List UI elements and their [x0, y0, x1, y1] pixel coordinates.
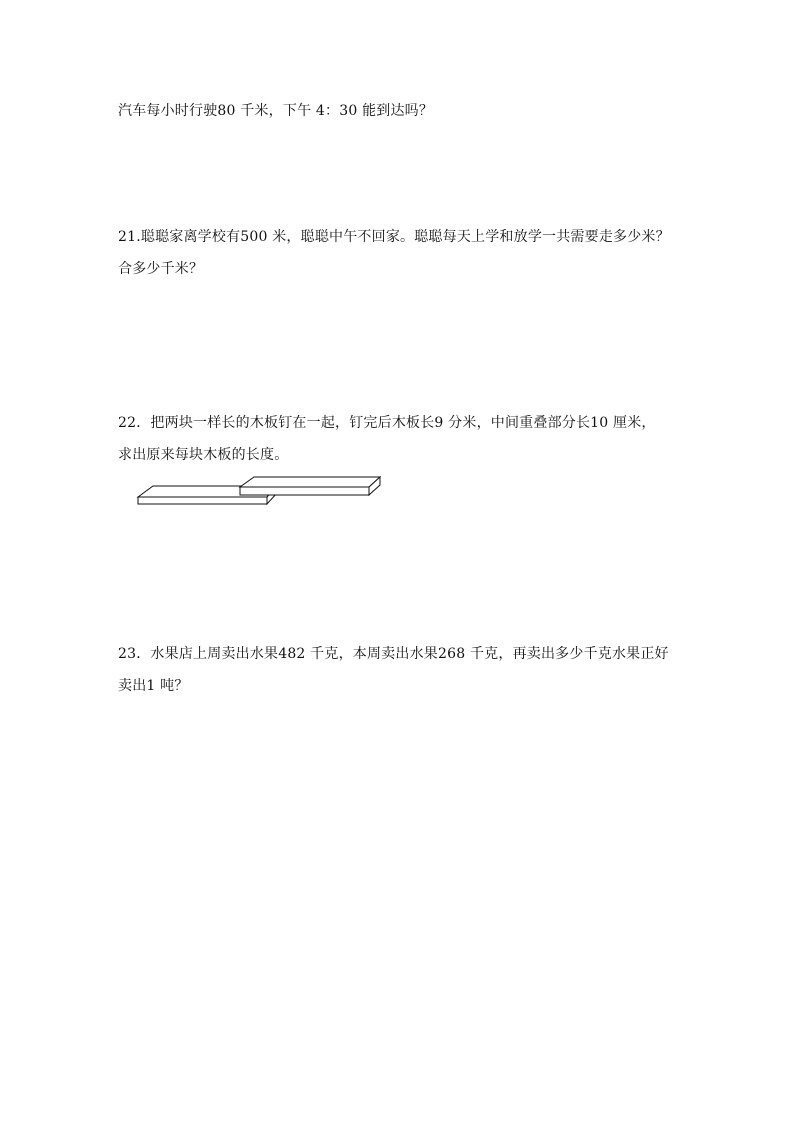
question-21-text-line-2: 合多少千米？: [118, 261, 204, 277]
question-22-text-line-2: 求出原来每块木板的长度。: [118, 447, 289, 463]
question-22-text-line-1: 22．把两块一样长的木板钉在一起，钉完后木板长9 分米，中间重叠部分长10 厘米，: [118, 415, 656, 431]
upper-board: [240, 477, 380, 495]
question-21-text-line-1: 21.聪聪家离学校有500 米，聪聪中午不回家。聪聪每天上学和放学一共需要走多少米？: [118, 229, 670, 245]
question-23-text-line-2: 卖出1 吨？: [118, 678, 189, 694]
question-23-text-line-1: 23．水果店上周卖出水果482 千克，本周卖出水果268 千克，再卖出多少千克水果正好: [118, 646, 669, 662]
overlapping-boards-figure: [134, 473, 384, 509]
question-20-text-line-1: 汽车每小时行驶80 千米，下午 4：30 能到达吗？: [118, 103, 434, 119]
